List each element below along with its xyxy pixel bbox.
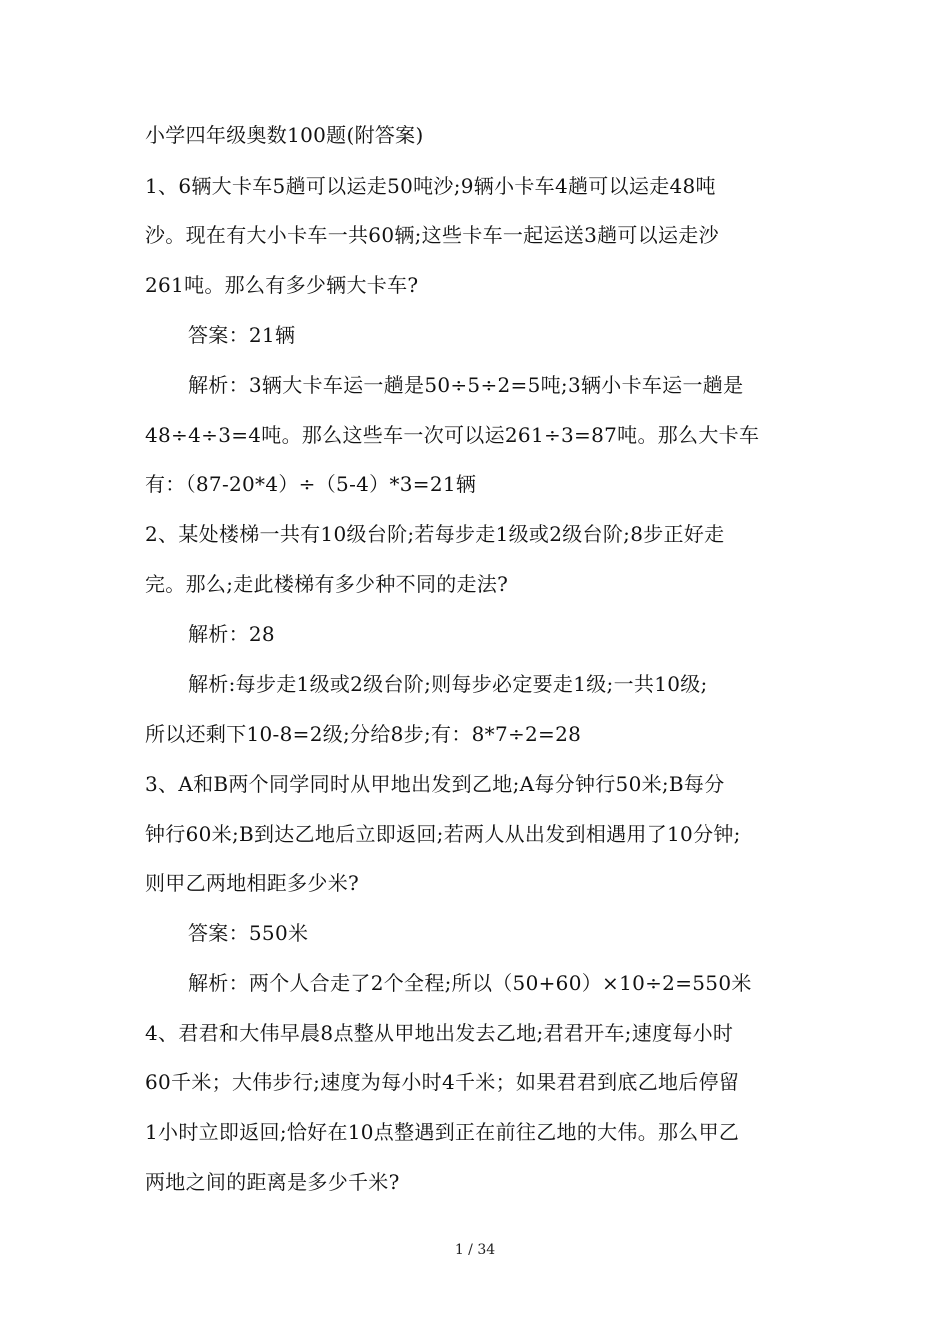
text-line: 所以还剩下10-8=2级;分给8步;有：8*7÷2=28 — [145, 722, 582, 746]
text-line: 则甲乙两地相距多少米? — [145, 871, 360, 895]
text-line: 3、A和B两个同学同时从甲地出发到乙地;A每分钟行50米;B每分 — [145, 772, 725, 796]
analysis-line: 解析:每步走1级或2级台阶;则每步必定要走1级;一共10级; — [188, 672, 708, 696]
text-line: 60千米；大伟步行;速度为每小时4千米；如果君君到底乙地后停留 — [145, 1070, 740, 1094]
page-number: 1 / 34 — [454, 1242, 496, 1258]
text-line: 完。那么;走此楼梯有多少种不同的走法? — [145, 572, 509, 596]
document-title: 小学四年级奥数100题(附答案) — [145, 123, 424, 147]
text-line: 4、君君和大伟早晨8点整从甲地出发去乙地;君君开车;速度每小时 — [145, 1021, 734, 1045]
text-line: 有：（87-20*4）÷（5-4）*3=21辆 — [145, 472, 477, 496]
answer-line: 答案：21辆 — [188, 323, 296, 347]
text-line: 1小时立即返回;恰好在10点整遇到正在前往乙地的大伟。那么甲乙 — [145, 1120, 740, 1144]
text-line: 钟行60米;B到达乙地后立即返回;若两人从出发到相遇用了10分钟; — [145, 822, 741, 846]
text-line: 1、6辆大卡车5趟可以运走50吨沙;9辆小卡车4趟可以运走48吨 — [145, 174, 716, 198]
text-line: 48÷4÷3=4吨。那么这些车一次可以运261÷3=87吨。那么大卡车 — [145, 423, 760, 447]
analysis-line: 解析：两个人合走了2个全程;所以（50+60）×10÷2=550米 — [188, 971, 752, 995]
text-line: 沙。现在有大小卡车一共60辆;这些卡车一起运送3趟可以运走沙 — [145, 223, 719, 247]
text-line: 两地之间的距离是多少千米? — [145, 1170, 400, 1194]
analysis-line: 解析：3辆大卡车运一趟是50÷5÷2=5吨;3辆小卡车运一趟是 — [188, 373, 744, 397]
answer-line: 答案：550米 — [188, 921, 309, 945]
text-line: 2、某处楼梯一共有10级台阶;若每步走1级或2级台阶;8步正好走 — [145, 522, 725, 546]
analysis-line: 解析：28 — [188, 622, 275, 646]
text-line: 261吨。那么有多少辆大卡车? — [145, 273, 419, 297]
